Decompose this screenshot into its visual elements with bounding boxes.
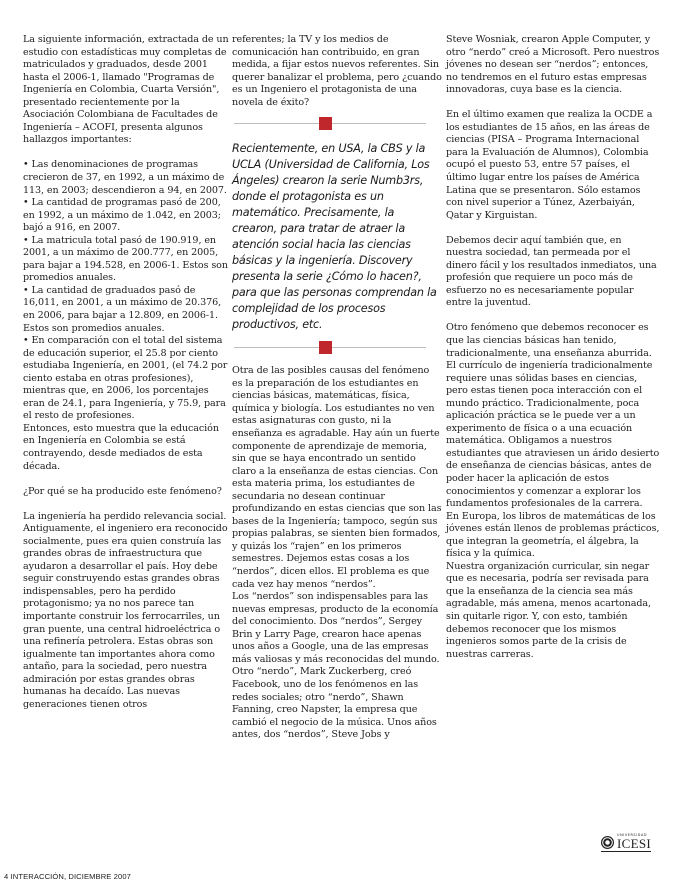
article-column-2 <box>232 34 442 742</box>
body-paragraph: Otro fenómeno que debemos reconocer es que las ciencias básicas han tenido, tradicionalmente, una enseñanza aburrida. El currículo de ingeniería tradicionalmente requiere unas sólidas bases en ciencias, pero estas tienen poca interacción con el mundo práctico. Tradicionalmente, poca aplicación práctica se le puede ver a un experimento de física o a una ecuación matemática. Obligamos a nuestros estudiantes que atraviesen un árido desierto de enseñanza de ciencias básicas, antes de poder hacer la aplicación de estos conocimientos y comenzar a explorar los fundamentos profesionales de la carrera. <box>446 322 660 510</box>
paragraph-spacer <box>446 97 660 110</box>
body-paragraph: Steve Wosniak, crearon Apple Computer, y otro “nerdo” creó a Microsoft. Pero nuestros jóvenes no desean ser “nerdos”; entonces, no tendremos en el futuro estas empresas innovadoras, cuya base es la ciencia. <box>446 34 660 96</box>
body-paragraph: • La cantidad de graduados pasó de 16,011, en 2001, a un máximo de 20.376, en 2006, para bajar a 12.809, en 2006-1. Estos son promedios anuales. <box>23 284 222 334</box>
body-paragraph: En Europa, los libros de matemáticas de los jóvenes están llenos de problemas prácticos, que integran la geometría, el álgebra, la física y la química. <box>446 510 660 560</box>
body-paragraph: Entonces, esto muestra que la educación en Ingeniería en Colombia se está contrayendo, desde mediados de esta década. <box>23 422 219 472</box>
body-paragraph: ¿Por qué se ha producido este fenómeno? <box>23 485 222 497</box>
body-paragraph: En el último examen que realiza la OCDE a los estudiantes de 15 años, en las áreas de ciencias (PISA – Programa Internacional para la Evaluación de Alumnos), Colombia ocupó el puesto 53, entre 57 países, el último lugar entre los países de América Latina que se presentaron. Sólo estamos con nivel superior a Túnez, Azerbaiyán, Qatar y Kirguistan. <box>446 109 653 221</box>
body-paragraph: Debemos decir aquí también que, en nuestra sociedad, tan permeada por el dinero fácil y los resultados inmediatos, una profesión que requiere un poco más de esfuerzo no es necesariamente popular entre la juventud. <box>446 234 657 309</box>
body-paragraph: • En comparación con el total del sistema de educación superior, el 25.8 por ciento estudiaba Ingeniería, en 2001, (el 74.2 por ciento estaba en otras profesiones), mientras que, en 2006, los porcentajes eran de 24.1, para Ingeniería, y 75.9, para el resto de profesiones. <box>23 335 228 422</box>
body-paragraph: Otra de las posibles causas del fenómeno es la preparación de los estudiantes en ciencias básicas, matemáticas, física, química y biología. Los estudiantes no ven estas asignaturas con gusto, ni la enseñanza es agradable. Hay aún un fuerte componente de aprendizaje de memoria, sin que se haya encontrado un sentido claro a la enseñanza de estas ciencias. Con esta materia prima, los estudiantes de secundaria no desean continuar profundizando en estas ciencias que son las bases de la Ingeniería; tampoco, según sus propias palabras, se sienten bien formados, y quizás los “rajen” en los primeros semestres. Dejemos estas cosas a los “nerdos”, dicen ellos. El problema es que cada vez hay menos “nerdos”. <box>232 365 442 590</box>
university-emblem-icon <box>601 836 614 849</box>
icesi-logo <box>601 834 651 852</box>
logo-title: ICESI <box>617 836 651 852</box>
paragraph-spacer <box>446 310 660 323</box>
article-column-1 <box>23 34 233 711</box>
paragraph-spacer <box>23 147 233 160</box>
section-divider <box>232 341 442 355</box>
body-paragraph: Los “nerdos” son indispensables para las nuevas empresas, producto de la economía del conocimiento. Dos “nerdos”, Sergey Brin y Larry Page, crearon hace apenas unos años a Google, una de las empresas más valiosas y más reconocidas del mundo. Otro “nerdo”, Mark Zuckerberg, creó Facebook, uno de los fenómenos en las redes sociales; otro “nerdo”, Shawn Fanning, creo Napster, la empresa que cambió el negocio de la música. Unos años antes, dos “nerdos”, Steve Jobs y <box>232 591 440 741</box>
pull-quote: Recientemente, en USA, la CBS y la UCLA (Universidad de California, Los Ángeles) crearon la serie Numb3rs, donde el protagonista es un matemático. Precisamente, la crearon, para tratar de atraer la atención social hacia las ciencias básicas y la ingeniería. Discovery presenta la serie ¿Cómo lo hacen?, para que las personas comprendan la complejidad de los procesos productivos, etc. <box>232 142 437 332</box>
article-column-3 <box>446 34 660 661</box>
body-paragraph: La siguiente información, extractada de un estudio con estadísticas muy completas de matriculados y graduados, desde 2001 hasta el 2006-1, llamado "Programas de Ingeniería en Colombia, Cuarta Versión", presentado recientemente por la Asociación Colombiana de Facultades de Ingeniería – ACOFI, presenta algunos hallazgos importantes: <box>23 34 229 146</box>
red-square-ornament-icon <box>319 341 332 354</box>
section-divider <box>232 117 442 131</box>
body-paragraph: • La cantidad de programas pasó de 200, en 1992, a un máximo de 1.042, en 2003; bajó a 916, en 2007. <box>23 197 221 234</box>
page-folio: 4 INTERACCIÓN, DICIEMBRE 2007 <box>4 872 131 881</box>
body-paragraph: referentes; la TV y los medios de comunicación han contribuido, en gran medida, a fijar estos nuevos referentes. Sin querer banalizar el problema, pero ¿cuando es un Ingeniero el protagonista de una novela de éxito? <box>232 34 442 108</box>
red-square-ornament-icon <box>319 117 332 130</box>
logo-subtitle: UNIVERSIDAD <box>617 833 648 837</box>
body-paragraph: La ingeniería ha perdido relevancia social. Antiguamente, el ingeniero era reconocido socialmente, pues era quien construía las grandes obras de infraestructura que ayudaron a desarrollar el país. Hoy debe seguir construyendo estas grandes obras indispensables, pero ha perdido protagonismo; ya no nos parece tan importante construir los ferrocarriles, un gran puente, una central hidroeléctrica o una refinería petrolera. Estas obras son igualmente tan importantes ahora como antaño, para la sociedad, pero nuestra admiración por estas grandes obras humanas ha decaído. Las nuevas generaciones tienen otros <box>23 510 228 710</box>
paragraph-spacer <box>23 498 233 511</box>
paragraph-spacer <box>23 473 233 486</box>
body-paragraph: • La matricula total pasó de 190.919, en 2001, a un máximo de 200.777, en 2005, para bajar a 194.528, en 2006-1. Estos son promedios anuales. <box>23 234 228 284</box>
body-paragraph: • Las denominaciones de programas crecieron de 37, en 1992, a un máximo de 113, en 2003; descendieron a 94, en 2007. <box>23 159 227 196</box>
body-paragraph: Nuestra organización curricular, sin negar que es necesaria, podría ser revisada para que la enseñanza de la ciencia sea más agradable, más amena, menos acartonada, sin quitarle rigor. Y, con esto, también debemos reconocer que los mismos ingenieros somos parte de la crisis de nuestras carreras. <box>446 560 651 660</box>
paragraph-spacer <box>446 222 660 235</box>
